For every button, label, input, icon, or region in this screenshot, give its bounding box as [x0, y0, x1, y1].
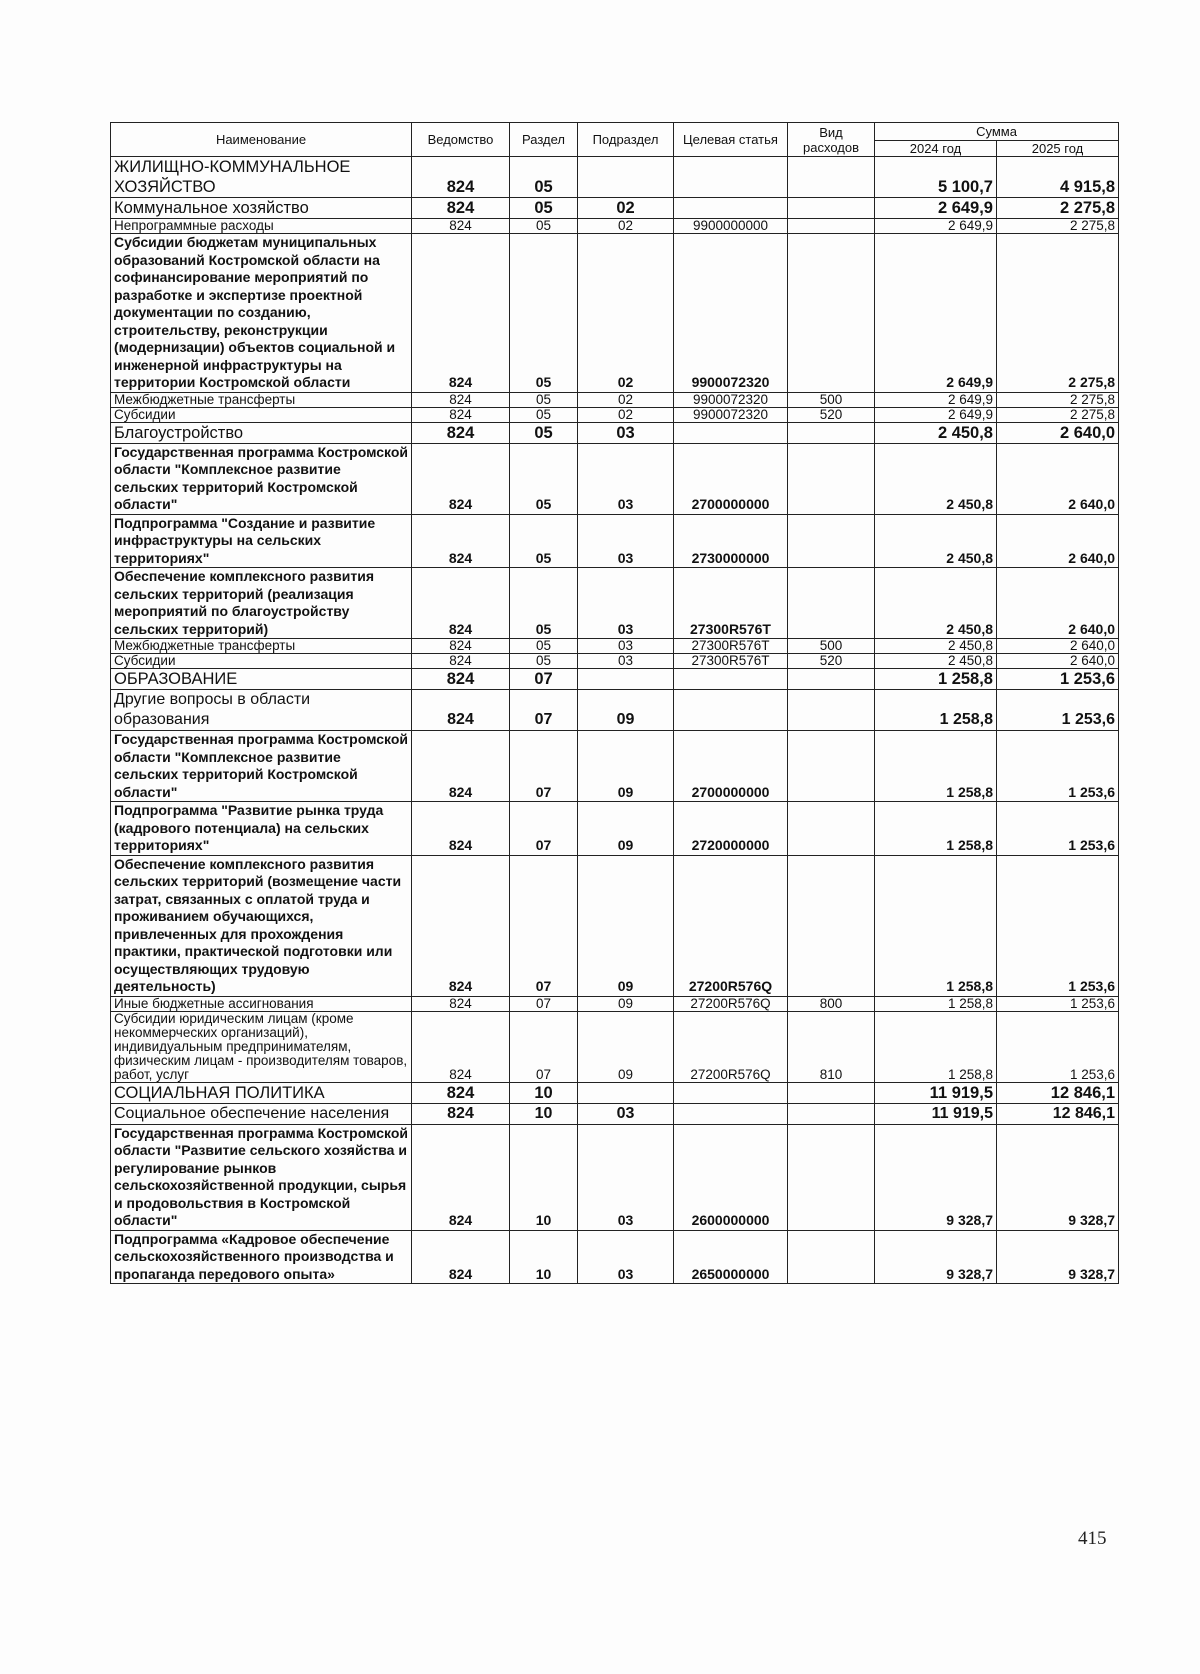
row-expense-type — [788, 157, 875, 198]
budget-table — [110, 122, 1119, 1284]
row-expense-type — [788, 514, 875, 568]
row-subsection: 09 — [578, 802, 674, 856]
row-sum-2024: 1 258,8 — [875, 1011, 997, 1082]
row-name: ЖИЛИЩНО-КОММУНАЛЬНОЕ ХОЗЯЙСТВО — [111, 157, 412, 198]
row-section: 07 — [510, 996, 578, 1011]
row-sum-2025: 1 253,6 — [997, 731, 1119, 802]
row-expense-type — [788, 1124, 875, 1230]
row-section: 07 — [510, 1011, 578, 1082]
row-dept: 824 — [412, 690, 510, 731]
row-name: Субсидии — [111, 407, 412, 422]
row-sum-2024: 2 450,8 — [875, 443, 997, 514]
row-sum-2024: 2 649,9 — [875, 392, 997, 407]
table-row — [111, 407, 1119, 422]
row-sum-2025: 1 253,6 — [997, 690, 1119, 731]
row-name: Подпрограмма "Развитие рынка труда (кадрового потенциала) на сельских территориях" — [111, 802, 412, 856]
row-article: 2700000000 — [674, 731, 788, 802]
row-sum-2025: 9 328,7 — [997, 1230, 1119, 1284]
row-sum-2024: 2 450,8 — [875, 514, 997, 568]
row-expense-type — [788, 1103, 875, 1124]
row-dept: 824 — [412, 802, 510, 856]
row-subsection: 09 — [578, 1011, 674, 1082]
table-row — [111, 802, 1119, 856]
row-dept: 824 — [412, 855, 510, 996]
row-dept: 824 — [412, 654, 510, 669]
row-section: 10 — [510, 1103, 578, 1124]
row-name: Подпрограмма «Кадровое обеспечение сельскохозяйственного производства и пропаганда передового опыта» — [111, 1230, 412, 1284]
col-header-subsection: Подраздел — [578, 123, 674, 157]
row-sum-2024: 1 258,8 — [875, 855, 997, 996]
row-section: 07 — [510, 669, 578, 690]
row-sum-2024: 1 258,8 — [875, 669, 997, 690]
row-name: Обеспечение комплексного развития сельских территорий (реализация мероприятий по благоустройству сельских территорий) — [111, 568, 412, 639]
table-row — [111, 1103, 1119, 1124]
row-expense-type — [788, 443, 875, 514]
row-sum-2025: 1 253,6 — [997, 855, 1119, 996]
row-expense-type — [788, 1230, 875, 1284]
row-sum-2024: 2 450,8 — [875, 654, 997, 669]
row-name: Социальное обеспечение населения — [111, 1103, 412, 1124]
row-expense-type: 520 — [788, 407, 875, 422]
col-header-2025: 2025 год — [997, 141, 1119, 157]
row-subsection: 03 — [578, 654, 674, 669]
row-sum-2025: 4 915,8 — [997, 157, 1119, 198]
row-section: 05 — [510, 392, 578, 407]
row-article: 2730000000 — [674, 514, 788, 568]
row-article — [674, 669, 788, 690]
row-expense-type — [788, 690, 875, 731]
row-sum-2024: 2 649,9 — [875, 219, 997, 234]
row-article: 2700000000 — [674, 443, 788, 514]
row-sum-2024: 1 258,8 — [875, 802, 997, 856]
row-subsection — [578, 1082, 674, 1103]
row-article — [674, 422, 788, 443]
row-expense-type — [788, 422, 875, 443]
row-article: 9900000000 — [674, 219, 788, 234]
table-row — [111, 1011, 1119, 1082]
table-header — [111, 123, 1119, 157]
row-sum-2024: 11 919,5 — [875, 1103, 997, 1124]
col-header-article: Целевая статья — [674, 123, 788, 157]
table-row — [111, 996, 1119, 1011]
col-header-2024: 2024 год — [875, 141, 997, 157]
row-sum-2025: 2 640,0 — [997, 422, 1119, 443]
col-header-expense-type: Вид расходов — [788, 123, 875, 157]
row-name: Субсидии юридическим лицам (кроме некоммерческих организаций), индивидуальным предпринимателям, физическим лицам - производителям товаров, работ, услуг — [111, 1011, 412, 1082]
row-name: Благоустройство — [111, 422, 412, 443]
row-section: 05 — [510, 198, 578, 219]
row-expense-type — [788, 568, 875, 639]
row-subsection: 09 — [578, 731, 674, 802]
row-section: 07 — [510, 802, 578, 856]
row-subsection: 03 — [578, 568, 674, 639]
row-article: 27200R576Q — [674, 996, 788, 1011]
row-name: ОБРАЗОВАНИЕ — [111, 669, 412, 690]
row-section: 05 — [510, 639, 578, 654]
table-row — [111, 855, 1119, 996]
col-header-dept: Ведомство — [412, 123, 510, 157]
table-row — [111, 234, 1119, 393]
row-article — [674, 157, 788, 198]
page-number: 415 — [1078, 1528, 1107, 1549]
row-name: Государственная программа Костромской области "Комплексное развитие сельских территорий Костромской области" — [111, 443, 412, 514]
row-sum-2025: 1 253,6 — [997, 1011, 1119, 1082]
row-section: 05 — [510, 443, 578, 514]
row-subsection — [578, 669, 674, 690]
row-name: Коммунальное хозяйство — [111, 198, 412, 219]
row-section: 05 — [510, 234, 578, 393]
row-sum-2024: 2 649,9 — [875, 407, 997, 422]
row-article: 27200R576Q — [674, 1011, 788, 1082]
row-sum-2025: 2 640,0 — [997, 639, 1119, 654]
row-dept: 824 — [412, 198, 510, 219]
row-article — [674, 1082, 788, 1103]
row-subsection: 09 — [578, 996, 674, 1011]
row-sum-2024: 5 100,7 — [875, 157, 997, 198]
row-article: 2600000000 — [674, 1124, 788, 1230]
row-dept: 824 — [412, 422, 510, 443]
row-sum-2025: 2 640,0 — [997, 654, 1119, 669]
row-expense-type: 500 — [788, 392, 875, 407]
row-sum-2024: 2 649,9 — [875, 234, 997, 393]
row-name: Государственная программа Костромской области "Комплексное развитие сельских территорий Костромской области" — [111, 731, 412, 802]
row-article: 2720000000 — [674, 802, 788, 856]
row-name: Непрограммные расходы — [111, 219, 412, 234]
table-row — [111, 392, 1119, 407]
table-row — [111, 514, 1119, 568]
row-article: 9900072320 — [674, 234, 788, 393]
table-row — [111, 443, 1119, 514]
row-dept: 824 — [412, 1082, 510, 1103]
col-header-section: Раздел — [510, 123, 578, 157]
row-subsection: 02 — [578, 234, 674, 393]
row-dept: 824 — [412, 1011, 510, 1082]
row-expense-type — [788, 731, 875, 802]
row-subsection: 02 — [578, 392, 674, 407]
row-expense-type: 810 — [788, 1011, 875, 1082]
row-subsection: 03 — [578, 422, 674, 443]
table-row — [111, 669, 1119, 690]
row-section: 05 — [510, 514, 578, 568]
row-dept: 824 — [412, 996, 510, 1011]
row-sum-2025: 1 253,6 — [997, 669, 1119, 690]
row-name: Субсидии бюджетам муниципальных образований Костромской области на софинансирование мероприятий по разработке и экспертизе проектной документации по созданию, строительству, реконструкции (модернизации) объектов социальной и инженерной инфраструктуры на территории Костромской области — [111, 234, 412, 393]
row-subsection — [578, 157, 674, 198]
table-row — [111, 157, 1119, 198]
row-sum-2024: 1 258,8 — [875, 996, 997, 1011]
row-section: 05 — [510, 654, 578, 669]
row-expense-type: 520 — [788, 654, 875, 669]
row-subsection: 03 — [578, 1103, 674, 1124]
row-article — [674, 198, 788, 219]
row-dept: 824 — [412, 669, 510, 690]
row-dept: 824 — [412, 731, 510, 802]
row-sum-2025: 2 275,8 — [997, 392, 1119, 407]
table-row — [111, 198, 1119, 219]
row-section: 05 — [510, 568, 578, 639]
row-sum-2025: 2 275,8 — [997, 234, 1119, 393]
row-section: 05 — [510, 422, 578, 443]
row-sum-2024: 2 450,8 — [875, 568, 997, 639]
row-sum-2025: 2 640,0 — [997, 443, 1119, 514]
row-section: 07 — [510, 731, 578, 802]
row-sum-2025: 1 253,6 — [997, 802, 1119, 856]
row-subsection: 02 — [578, 198, 674, 219]
row-dept: 824 — [412, 234, 510, 393]
row-subsection: 09 — [578, 690, 674, 731]
row-article: 27300R576T — [674, 654, 788, 669]
row-name: Межбюджетные трансферты — [111, 392, 412, 407]
row-sum-2025: 12 846,1 — [997, 1082, 1119, 1103]
row-article: 27200R576Q — [674, 855, 788, 996]
row-article: 27300R576T — [674, 639, 788, 654]
row-dept: 824 — [412, 1230, 510, 1284]
row-subsection: 03 — [578, 443, 674, 514]
row-expense-type — [788, 198, 875, 219]
table-row — [111, 1082, 1119, 1103]
row-expense-type — [788, 802, 875, 856]
row-sum-2024: 2 649,9 — [875, 198, 997, 219]
row-section: 10 — [510, 1230, 578, 1284]
row-dept: 824 — [412, 219, 510, 234]
row-article: 27300R576T — [674, 568, 788, 639]
table-row — [111, 568, 1119, 639]
row-expense-type — [788, 669, 875, 690]
row-subsection: 02 — [578, 219, 674, 234]
col-header-name: Наименование — [111, 123, 412, 157]
row-dept: 824 — [412, 157, 510, 198]
col-header-sum: Сумма — [875, 123, 1119, 141]
row-section: 05 — [510, 219, 578, 234]
row-dept: 824 — [412, 514, 510, 568]
row-name: Государственная программа Костромской области "Развитие сельского хозяйства и регулирование рынков сельскохозяйственной продукции, сырья и продовольствия в Костромской области" — [111, 1124, 412, 1230]
row-section: 05 — [510, 407, 578, 422]
row-name: Межбюджетные трансферты — [111, 639, 412, 654]
row-article: 9900072320 — [674, 407, 788, 422]
row-dept: 824 — [412, 407, 510, 422]
row-subsection: 03 — [578, 639, 674, 654]
row-subsection: 02 — [578, 407, 674, 422]
row-sum-2025: 2 275,8 — [997, 198, 1119, 219]
row-section: 05 — [510, 157, 578, 198]
table-row — [111, 731, 1119, 802]
row-dept: 824 — [412, 568, 510, 639]
row-sum-2024: 1 258,8 — [875, 731, 997, 802]
row-sum-2024: 9 328,7 — [875, 1124, 997, 1230]
row-sum-2025: 1 253,6 — [997, 996, 1119, 1011]
row-name: Обеспечение комплексного развития сельских территорий (возмещение части затрат, связанных с оплатой труда и проживанием обучающихся, привлеченных для прохождения практики, практической подготовки или осуществляющих трудовую деятельность) — [111, 855, 412, 996]
row-sum-2025: 9 328,7 — [997, 1124, 1119, 1230]
table-row — [111, 1124, 1119, 1230]
row-sum-2024: 2 450,8 — [875, 639, 997, 654]
table-row — [111, 654, 1119, 669]
row-expense-type — [788, 234, 875, 393]
row-sum-2024: 1 258,8 — [875, 690, 997, 731]
row-subsection: 09 — [578, 855, 674, 996]
row-sum-2025: 2 275,8 — [997, 219, 1119, 234]
row-section: 10 — [510, 1124, 578, 1230]
row-expense-type — [788, 219, 875, 234]
row-sum-2025: 2 275,8 — [997, 407, 1119, 422]
row-subsection: 03 — [578, 1124, 674, 1230]
row-name: Подпрограмма "Создание и развитие инфраструктуры на сельских территориях" — [111, 514, 412, 568]
row-sum-2024: 2 450,8 — [875, 422, 997, 443]
row-dept: 824 — [412, 1103, 510, 1124]
table-body — [111, 157, 1119, 1284]
row-name: Другие вопросы в области образования — [111, 690, 412, 731]
row-name: СОЦИАЛЬНАЯ ПОЛИТИКА — [111, 1082, 412, 1103]
row-expense-type: 800 — [788, 996, 875, 1011]
row-section: 07 — [510, 855, 578, 996]
table-row — [111, 219, 1119, 234]
row-sum-2025: 12 846,1 — [997, 1103, 1119, 1124]
row-sum-2024: 9 328,7 — [875, 1230, 997, 1284]
row-dept: 824 — [412, 1124, 510, 1230]
row-dept: 824 — [412, 392, 510, 407]
row-article: 9900072320 — [674, 392, 788, 407]
row-name: Иные бюджетные ассигнования — [111, 996, 412, 1011]
row-dept: 824 — [412, 443, 510, 514]
row-subsection: 03 — [578, 1230, 674, 1284]
table-row — [111, 639, 1119, 654]
row-expense-type: 500 — [788, 639, 875, 654]
row-expense-type — [788, 1082, 875, 1103]
table-row — [111, 690, 1119, 731]
row-dept: 824 — [412, 639, 510, 654]
row-article — [674, 690, 788, 731]
row-sum-2025: 2 640,0 — [997, 568, 1119, 639]
row-article — [674, 1103, 788, 1124]
table-row — [111, 1230, 1119, 1284]
row-name: Субсидии — [111, 654, 412, 669]
row-section: 10 — [510, 1082, 578, 1103]
row-section: 07 — [510, 690, 578, 731]
row-subsection: 03 — [578, 514, 674, 568]
row-sum-2024: 11 919,5 — [875, 1082, 997, 1103]
row-article: 2650000000 — [674, 1230, 788, 1284]
table-row — [111, 422, 1119, 443]
row-expense-type — [788, 855, 875, 996]
row-sum-2025: 2 640,0 — [997, 514, 1119, 568]
